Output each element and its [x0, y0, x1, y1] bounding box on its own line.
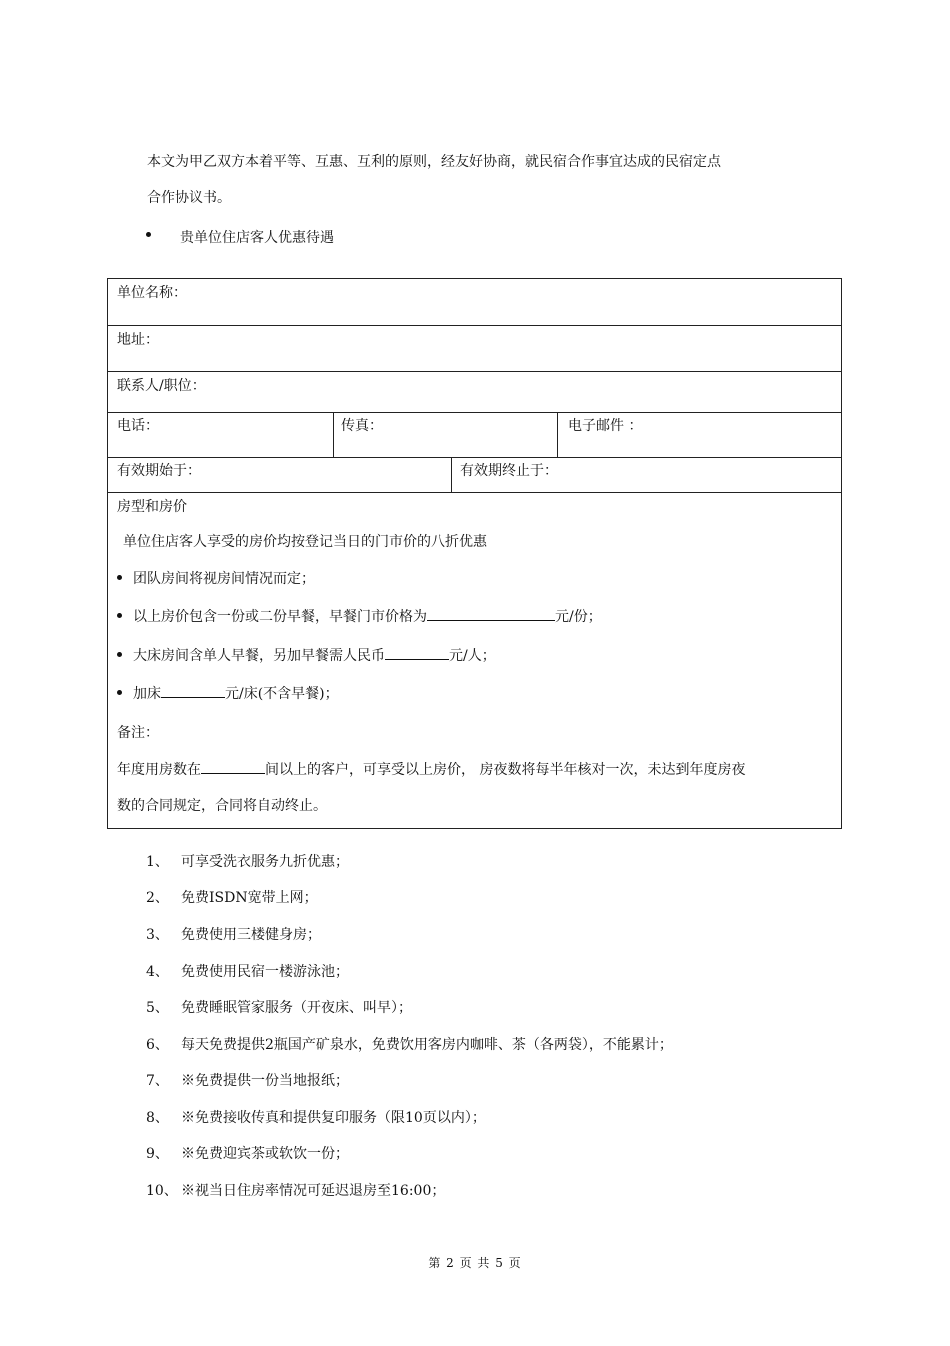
- extra-bed-text: 加床: [133, 686, 161, 702]
- page-footer: 第 2 页 共 5 页: [428, 1256, 522, 1270]
- breakfast-price-blank[interactable]: [427, 606, 555, 621]
- bullet-icon: [117, 613, 122, 618]
- room-price-heading: 房型和房价: [117, 499, 187, 515]
- breakfast-price-line: [133, 606, 602, 626]
- table-rule: [108, 492, 841, 493]
- annual-rooms-line: [117, 759, 745, 779]
- table-rule: [108, 325, 841, 326]
- extra-bed-unit: 元/床(不含早餐)；: [225, 686, 339, 702]
- unit-name-label: 单位名称：: [117, 285, 187, 301]
- room-discount-text: 单位住店客人享受的房价均按登记当日的门市价的八折优惠: [123, 534, 487, 550]
- list-number: 9、: [146, 1146, 169, 1162]
- annual-rooms-text-end: 间以上的客户，可享受以上房价， 房夜数将每半年核对一次，未达到年度房夜: [265, 762, 746, 778]
- intro-bullet-heading: 贵单位住店客人优惠待遇: [180, 230, 334, 246]
- bullet-icon: [117, 690, 122, 695]
- king-room-text: 大床房间含单人早餐，另加早餐需人民币: [133, 648, 385, 664]
- list-number: 4、: [146, 964, 169, 980]
- extra-bed-blank[interactable]: [161, 683, 225, 698]
- list-number: 6、: [146, 1037, 169, 1053]
- extra-breakfast-blank[interactable]: [385, 645, 449, 660]
- address-label: 地址：: [117, 332, 159, 348]
- contact-label: 联系人/职位：: [117, 378, 206, 394]
- remark-label: 备注：: [117, 725, 159, 741]
- list-item: ※免费迎宾茶或软饮一份；: [181, 1146, 349, 1162]
- table-rule: [108, 457, 841, 458]
- king-room-line: [133, 645, 496, 665]
- annual-rooms-blank[interactable]: [201, 759, 265, 774]
- phone-label: 电话：: [117, 418, 159, 434]
- table-divider: [333, 412, 334, 457]
- list-number: 8、: [146, 1110, 169, 1126]
- breakfast-price-text: 以上房价包含一份或二份早餐，早餐门市价格为: [133, 609, 427, 625]
- list-number: 1、: [146, 854, 169, 870]
- list-item: 免费ISDN宽带上网；: [181, 890, 318, 906]
- table-divider: [451, 457, 452, 492]
- breakfast-price-unit: 元/份；: [555, 609, 602, 625]
- list-item: 可享受洗衣服务九折优惠；: [181, 854, 349, 870]
- intro-paragraph-line2: 合作协议书。: [147, 190, 231, 206]
- table-rule: [108, 412, 841, 413]
- list-item: 免费睡眠管家服务（开夜床、叫早）；: [181, 1000, 412, 1016]
- extra-bed-line: [133, 683, 339, 703]
- bullet-icon: [146, 232, 151, 237]
- list-number: 10、: [146, 1183, 178, 1199]
- annual-rooms-text: 年度用房数在: [117, 762, 201, 778]
- list-item: ※视当日住房率情况可延迟退房至16:00；: [181, 1183, 446, 1199]
- bullet-icon: [117, 575, 122, 580]
- valid-from-label: 有效期始于：: [117, 463, 201, 479]
- list-item: ※免费接收传真和提供复印服务（限10页以内）；: [181, 1110, 486, 1126]
- valid-to-label: 有效期终止于：: [460, 463, 558, 479]
- extra-breakfast-unit: 元/人；: [449, 648, 496, 664]
- list-number: 7、: [146, 1073, 169, 1089]
- table-rule: [108, 371, 841, 372]
- cooperation-form-table: [107, 278, 842, 829]
- list-number: 5、: [146, 1000, 169, 1016]
- intro-paragraph-line1: 本文为甲乙双方本着平等、互惠、互利的原则，经友好协商，就民宿合作事宜达成的民宿定点: [147, 154, 721, 170]
- email-label: 电子邮件 ：: [568, 418, 643, 434]
- list-item: 免费使用三楼健身房；: [181, 927, 321, 943]
- list-number: 2、: [146, 890, 169, 906]
- list-item: 每天免费提供2瓶国产矿泉水，免费饮用客房内咖啡、茶（各两袋），不能累计；: [181, 1037, 673, 1053]
- list-item: 免费使用民宿一楼游泳池；: [181, 964, 349, 980]
- annual-rooms-line2: 数的合同规定，合同将自动终止。: [117, 798, 327, 814]
- list-number: 3、: [146, 927, 169, 943]
- fax-label: 传真：: [341, 418, 383, 434]
- list-item: ※免费提供一份当地报纸；: [181, 1073, 349, 1089]
- team-room-note: 团队房间将视房间情况而定；: [133, 571, 315, 587]
- table-divider: [557, 412, 558, 457]
- bullet-icon: [117, 652, 122, 657]
